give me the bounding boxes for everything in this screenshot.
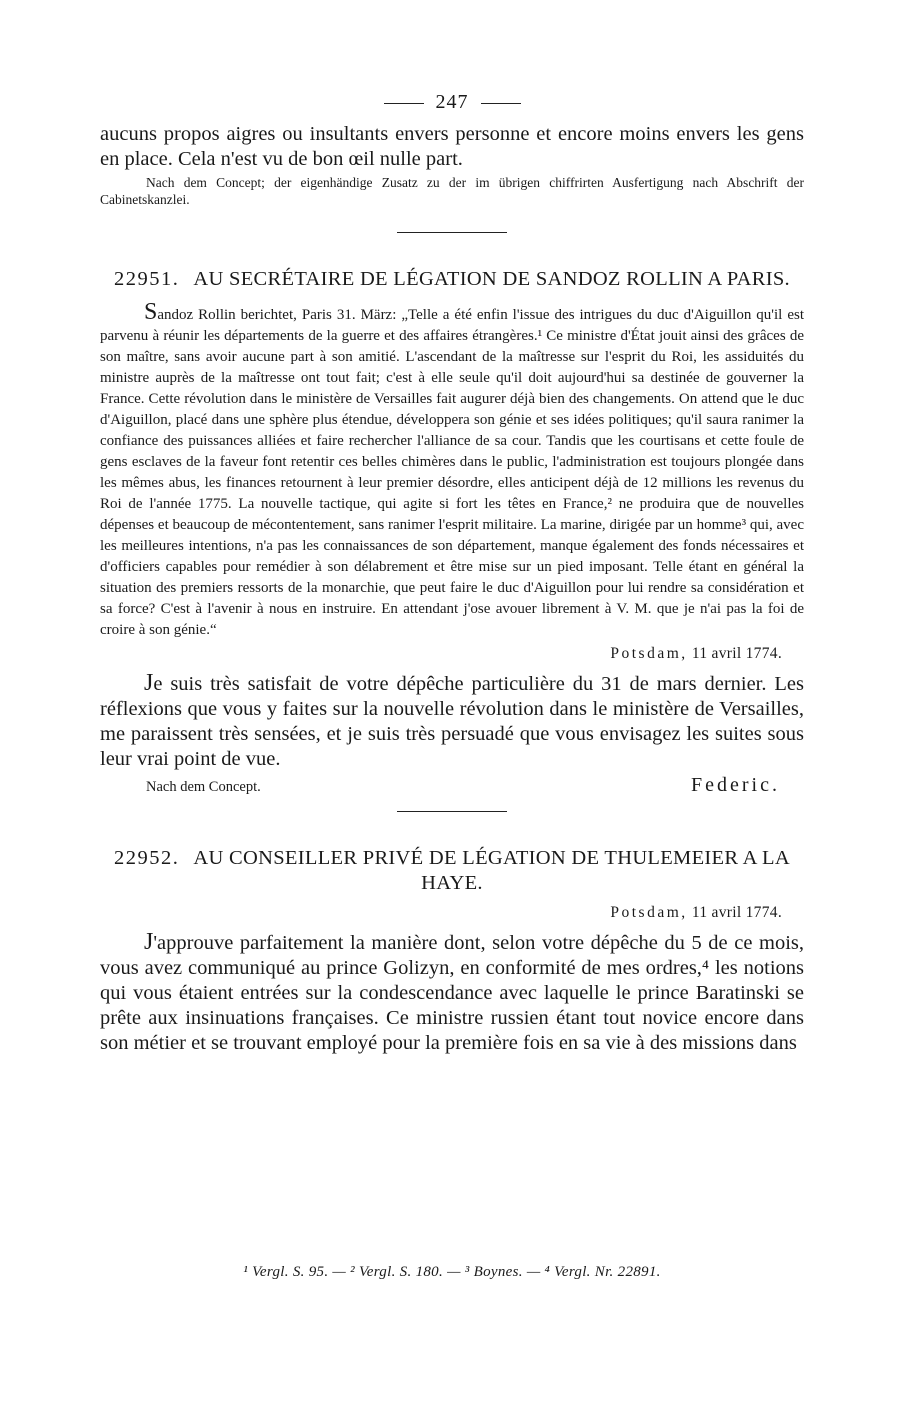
page-number-line	[100, 88, 804, 116]
letter-number: 22952.	[114, 847, 180, 869]
body-text: 'approuve parfaitement la manière dont, selon votre dépêche du 5 de ce mois, vous avez communiqué au prince Golizyn, en conformité de mes ordres,⁴ les notions qui vous étaient entrées sur la condescendance avec laquelle le prince Baratinski se prête aux insinuations françaises. Ce ministre russien étant tout novice encore dans son métier et se trouvant employé pour la première fois en sa vie à des missions dans	[100, 932, 804, 1054]
dateline	[100, 645, 804, 663]
signature: Federic.	[691, 774, 780, 796]
letter-number: 22951.	[114, 268, 180, 290]
letter-recipient: AU SECRÉTAIRE DE LÉGATION DE SANDOZ ROLLIN A PARIS.	[193, 268, 790, 290]
section-divider	[397, 232, 507, 233]
continued-paragraph: aucuns propos aigres ou insultants envers personne et encore moins envers les gens en place. Cela n'est vu de bon œil nulle part.	[100, 123, 804, 170]
page-number-dash-right	[481, 103, 521, 104]
dateline-date: 11 avril 1774.	[691, 645, 782, 662]
source-note: Nach dem Concept; der eigenhändige Zusatz zu der im übrigen chiffrirten Ausfertigung nach Abschrift der Cabinetskanzlei.	[100, 175, 804, 207]
section-divider	[397, 811, 507, 812]
letter-recipient: AU CONSEILLER PRIVÉ DE LÉGATION DE THULEMEIER A LA HAYE.	[193, 847, 790, 894]
dateline	[100, 904, 804, 922]
letter-body	[100, 930, 804, 1056]
letter-body	[100, 671, 804, 772]
letter-heading	[100, 267, 804, 292]
body-initial: J	[144, 929, 154, 955]
report-summary	[100, 299, 804, 641]
signature-row	[100, 774, 804, 797]
letter-heading	[100, 846, 804, 896]
page-number-dash-left	[384, 103, 424, 104]
dateline-place: Potsdam,	[610, 645, 688, 662]
dateline-place: Potsdam,	[610, 904, 688, 921]
page-body	[100, 88, 804, 1056]
body-initial: J	[144, 670, 154, 696]
summary-initial: S	[144, 299, 158, 325]
concept-note: Nach dem Concept.	[146, 779, 261, 795]
page-number: 247	[435, 91, 469, 113]
body-text: e suis très satisfait de votre dépêche particulière du 31 de mars dernier. Les réflexions que vous y faites sur la nouvelle révolution dans le ministère de Versailles, me paraissent très sensées, et je suis très persuadé que vous envisagez les suites sous leur vrai point de vue.	[100, 673, 804, 770]
footnotes: ¹ Vergl. S. 95. — ² Vergl. S. 180. — ³ Boynes. — ⁴ Vergl. Nr. 22891.	[243, 1264, 661, 1280]
summary-text: andoz Rollin berichtet, Paris 31. März: „Telle a été enfin l'issue des intrigues du duc d'Aiguillon qu'il est parvenu à réunir les départements de la guerre et des affaires étrangères.¹ Ce ministre d'État jouit ainsi des grâces de son maître, sans avoir aucune part à son amitié. L'ascendant de la maîtresse sur l'esprit du Roi, les assiduités du ministre auprès de la maîtresse ont tout fait; c'est à elle seule qu'il doit aujourd'hui sa destinée de gouverner la France. Cette révolution dans le ministère de Versailles fait augurer déjà bien des changements. On attend que le duc d'Aiguillon, placé dans une sphère plus étendue, développera son génie et ses idées politiques; qu'il saura ranimer la confiance des puissances alliées et faire rechercher l'alliance de sa cour. Tandis que les courtisans et cette foule de gens esclaves de la faveur font retentir ces belles chimères dans le public, l'administration est toujours plongée dans les mêmes abus, les finances retournent à leur premier désordre, elles anticipent déjà de 12 millions les revenus du Roi de l'année 1775. La nouvelle tactique, qui agite si fort les têtes en France,² ne produira que de nouvelles dépenses et beaucoup de mécontentement, sans ranimer l'esprit militaire. La marine, dirigée par un homme³ qui, avec les meilleures intentions, n'a pas les connaissances de son département, manque également des fonds nécessaires et d'officiers capables pour remédier à son délabrement et être mise sur un pied imposant. Telle étant en général la situation des premiers ressorts de la monarchie, que peut faire le duc d'Aiguillon pour lui rendre sa considération et sa force? C'est à l'avenir à nous en instruire. En attendant j'ose avouer librement à V. M. que je n'ai pas la foi de croire à son génie.“	[100, 307, 804, 638]
dateline-date: 11 avril 1774.	[691, 904, 782, 921]
